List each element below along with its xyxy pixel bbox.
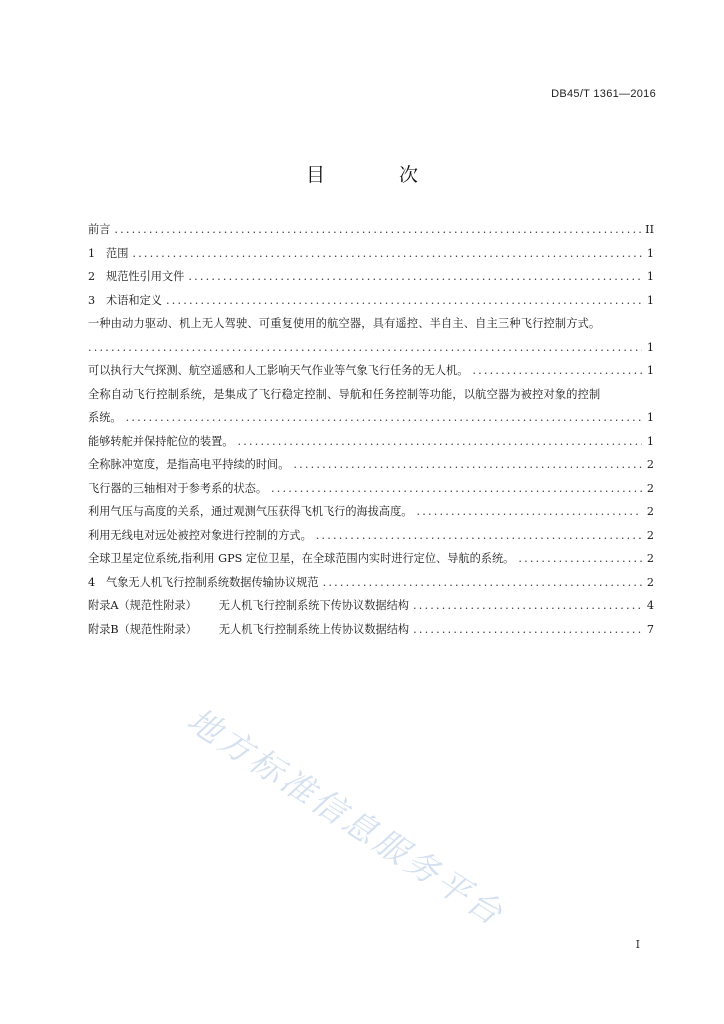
toc-entry-text xyxy=(88,265,184,289)
footer-page-number: I xyxy=(635,938,640,951)
toc-entry-title: 规范性引用文件 xyxy=(106,270,185,283)
toc-entry-title: 无人机飞行控制系统下传协议数据结构 xyxy=(218,599,409,612)
toc-leader-dots xyxy=(132,242,642,266)
toc-entry-gps[interactable] xyxy=(88,547,654,571)
toc-entry-text xyxy=(88,242,128,266)
toc-leader-dots xyxy=(114,218,641,242)
toc-entry-text-continued: 系统。 xyxy=(88,411,122,424)
toc-page-number: II xyxy=(645,223,654,236)
toc-entry-text: 全称自动飞行控制系统，是集成了飞行稳定控制、导航和任务控制等功能，以航空器为被控对象的控制 xyxy=(88,387,601,401)
toc-entry-scope[interactable] xyxy=(88,242,654,266)
toc-entry-text xyxy=(88,594,409,618)
toc-entry-terms-definitions[interactable] xyxy=(88,289,654,313)
toc-entry-text: 全球卫星定位系统,指利用 GPS 定位卫星，在全球范围内实时进行定位、导航的系统。 xyxy=(88,552,515,565)
toc-leader-dots xyxy=(271,477,642,501)
toc-entry-appendix-a[interactable] xyxy=(88,594,654,618)
toc-entry-normative-references[interactable] xyxy=(88,265,654,289)
toc-page-number: 1 xyxy=(646,411,654,424)
toc-leader-dots xyxy=(316,524,642,548)
toc-page-number: 2 xyxy=(646,552,654,565)
toc-entry-foreword[interactable] xyxy=(88,218,654,242)
toc-leader-dots xyxy=(188,265,642,289)
toc-appendix-label: 附录A（规范性附录） xyxy=(88,599,197,612)
toc-entry-title: 无人机飞行控制系统上传协议数据结构 xyxy=(218,622,410,636)
toc-leader-dots xyxy=(237,430,642,454)
toc-leader-dots xyxy=(166,289,642,313)
toc-page-number: 2 xyxy=(646,505,654,518)
toc-entry-autopilot[interactable] xyxy=(88,383,654,430)
toc-entry-title: 范围 xyxy=(106,246,129,260)
toc-entry-remote-control[interactable] xyxy=(88,524,654,548)
toc-leader-dots xyxy=(293,453,642,477)
toc-leader-dots xyxy=(413,594,642,618)
toc-appendix-label: 附录B（规范性附录） xyxy=(88,622,197,636)
toc-entry-attitude[interactable] xyxy=(88,477,654,501)
toc-entry-text xyxy=(88,289,162,313)
toc-entry-text: 一种由动力驱动、机上无人驾驶、可重复使用的航空器，具有遥控、半自主、自主三种飞行控制方式。 xyxy=(88,317,601,330)
toc-section-number: 4 xyxy=(88,575,96,589)
table-of-contents xyxy=(88,218,654,641)
toc-entry-title: 气象无人机飞行控制系统数据传输协议规范 xyxy=(106,575,319,589)
toc-page-number: 1 xyxy=(646,293,654,307)
watermark-text: 地方标准信息服务平台 xyxy=(180,700,513,935)
toc-entry-text: 利用无线电对远处被控对象进行控制的方式。 xyxy=(88,528,312,542)
toc-page-number: 1 xyxy=(646,246,654,260)
document-code: DB45/T 1361—2016 xyxy=(551,88,656,100)
toc-section-number: 2 xyxy=(88,270,96,283)
toc-leader-dots xyxy=(126,406,642,430)
toc-entry-protocol-spec[interactable] xyxy=(88,571,654,595)
toc-leader-dots xyxy=(323,571,642,595)
toc-entry-text: 能够转舵并保持舵位的装置。 xyxy=(88,434,234,448)
toc-page-number: 4 xyxy=(646,599,654,612)
toc-page-number: 1 xyxy=(646,340,654,354)
toc-entry-text: 全称脉冲宽度，是指高电平持续的时间。 xyxy=(88,458,290,471)
toc-page-number: 7 xyxy=(646,622,654,636)
toc-leader-dots xyxy=(88,336,642,360)
toc-section-number: 1 xyxy=(88,246,96,260)
toc-entry-barometric-altitude[interactable] xyxy=(88,500,654,524)
toc-entry-pulse-width[interactable] xyxy=(88,453,654,477)
toc-entry-text: 利用气压与高度的关系，通过观测气压获得飞机飞行的海拔高度。 xyxy=(88,505,413,518)
toc-entry-text: 可以执行大气探测、航空遥感和人工影响天气作业等气象飞行任务的无人机。 xyxy=(88,364,469,377)
toc-entry-text: 前言 xyxy=(88,223,111,236)
toc-page-number: 1 xyxy=(646,270,654,283)
toc-entry-title: 术语和定义 xyxy=(106,293,162,307)
toc-page-number: 2 xyxy=(646,458,654,471)
toc-section-number: 3 xyxy=(88,293,96,307)
toc-leader-dots xyxy=(413,618,642,642)
toc-entry-uav-definition[interactable] xyxy=(88,312,654,359)
toc-entry-weather-uav[interactable] xyxy=(88,359,654,383)
toc-entry-appendix-b[interactable] xyxy=(88,618,654,642)
toc-page-number: 2 xyxy=(646,528,654,542)
toc-entry-text xyxy=(88,571,319,595)
toc-entry-text: 飞行器的三轴相对于参考系的状态。 xyxy=(88,481,268,495)
toc-entry-servo[interactable] xyxy=(88,430,654,454)
toc-leader-dots xyxy=(416,500,642,524)
toc-page-number: 2 xyxy=(646,575,654,589)
toc-page-number: 1 xyxy=(646,434,654,448)
toc-page-number: 2 xyxy=(646,481,654,495)
toc-leader-dots xyxy=(518,547,642,571)
toc-page-number: 1 xyxy=(646,364,654,377)
toc-entry-text xyxy=(88,618,409,642)
page-title: 目 次 xyxy=(305,164,453,186)
toc-leader-dots xyxy=(472,359,642,383)
